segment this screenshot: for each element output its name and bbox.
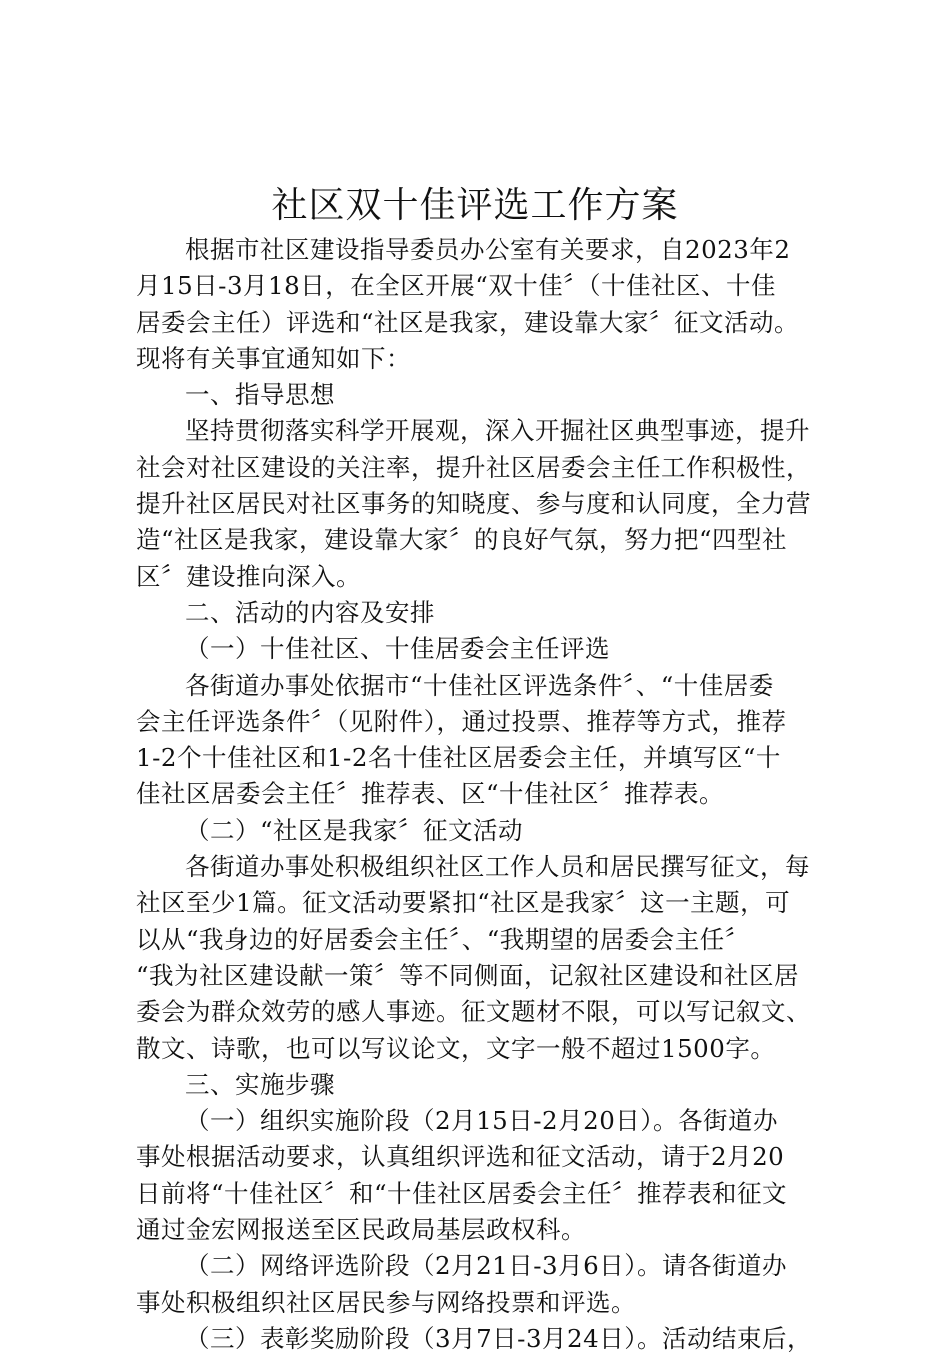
essay-paragraph [136,849,824,885]
document-title: 社区双十佳评选工作方案 [271,185,679,226]
text-line: 通过金宏网报送至区民政局基层政权科。 [136,1215,586,1245]
text-line: 事处积极组织社区居民参与网络投票和评选。 [136,1287,636,1317]
text-line: 散文、诗歌，也可以写议论文，文字一般不超过1500字。 [136,1033,776,1063]
step-two-paragraph-continued [136,1285,824,1321]
text-line: 坚持贯彻落实科学开展观，深入开掘社区典型事迹，提升 [185,416,810,446]
selection-paragraph [136,668,824,704]
section-heading [136,1067,824,1103]
text-line: 提升社区居民对社区事务的知晓度、参与度和认同度，全力营 [136,489,811,519]
intro-paragraph-continued [136,268,824,377]
text-line: 社区至少1篇。征文活动要紧扣“社区是我家〞这一主题，可 [136,888,791,918]
text-line: （三）表彰奖励阶段（3月7日-3月24日）。活动结束后， [185,1323,812,1353]
guiding-paragraph [136,413,824,449]
subsection-heading [136,813,824,849]
text-line: “我为社区建设献一策〞等不同侧面，记叙社区建设和社区居 [136,960,800,990]
heading-line: 一、指导思想 [185,380,335,410]
text-line: 佳社区居委会主任〞推荐表、区“十佳社区〞推荐表。 [136,779,725,809]
text-line: 各街道办事处依据市“十佳社区评选条件〞、“十佳居委 [185,670,774,700]
text-line: 1-2个十佳社区和1-2名十佳社区居委会主任，并填写区“十 [136,743,781,773]
heading-line: 二、活动的内容及安排 [185,597,435,627]
heading-line: （一）十佳社区、十佳居委会主任评选 [185,634,610,664]
step-one-paragraph [136,1103,824,1139]
step-one-paragraph-continued [136,1139,824,1248]
section-heading [136,377,824,413]
text-line: （一）组织实施阶段（2月15日-2月20日）。各街道办 [185,1106,779,1136]
document-body [136,232,824,1357]
text-line: 月15日-3月18日，在全区开展“双十佳〞（十佳社区、十佳 [136,271,776,301]
guiding-paragraph-continued [136,450,824,595]
text-line: 现将有关事宜通知如下： [136,343,411,373]
text-line: 会主任评选条件〞（见附件），通过投票、推荐等方式，推荐 [136,706,787,736]
text-line: 以从“我身边的好居委会主任〞、“我期望的居委会主任〞 [136,924,750,954]
text-line: 造“社区是我家，建设靠大家〞的良好气氛，努力把“四型社 [136,525,788,555]
text-line: 日前将“十佳社区〞和“十佳社区居委会主任〞推荐表和征文 [136,1178,788,1208]
text-line: 社会对社区建设的关注率，提升社区居委会主任工作积极性， [136,452,811,482]
text-line: 委会为群众效劳的感人事迹。征文题材不限，可以写记叙文、 [136,997,811,1027]
text-line: 根据市社区建设指导委员办公室有关要求，自2023年2 [185,235,791,264]
subsection-heading [136,631,824,667]
section-heading [136,595,824,631]
step-three-paragraph [136,1321,824,1357]
selection-paragraph-continued [136,704,824,813]
text-line: 事处根据活动要求，认真组织评选和征文活动，请于2月20 [136,1142,785,1172]
text-line: 居委会主任）评选和“社区是我家，建设靠大家〞征文活动。 [136,307,800,337]
intro-paragraph [136,232,824,268]
text-line: （二）网络评选阶段（2月21日-3月6日）。请各街道办 [185,1251,787,1281]
essay-paragraph-continued [136,885,824,1066]
text-line: 区〞建设推向深入。 [136,561,361,591]
heading-line: （二）“社区是我家〞征文活动 [185,815,524,845]
heading-line: 三、实施步骤 [185,1069,335,1099]
text-line: 各街道办事处积极组织社区工作人员和居民撰写征文，每 [185,852,810,882]
step-two-paragraph [136,1248,824,1284]
